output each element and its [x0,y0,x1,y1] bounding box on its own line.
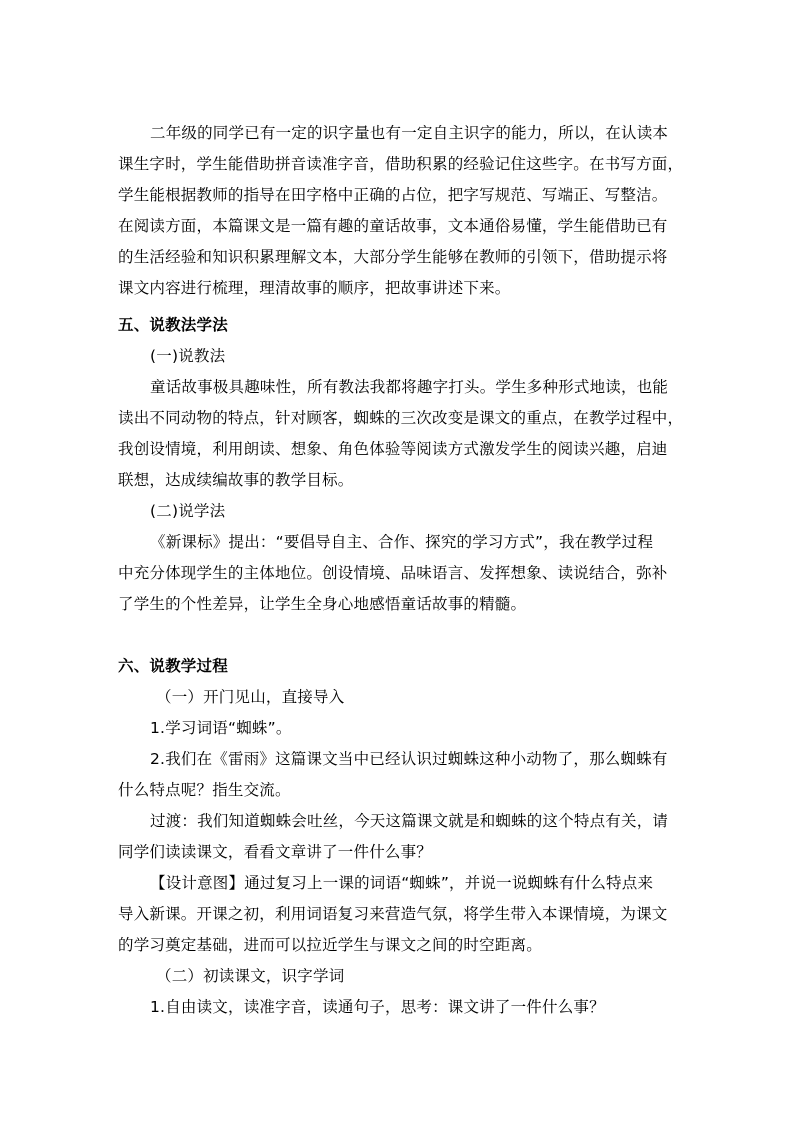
paragraph-line: 我创设情境，利用朗读、想象、角色体验等阅读方式激发学生的阅读兴趣，启迪 [118,440,668,458]
paragraph-line: 课生字时，学生能借助拼音读准字音，借助积累的经验记住这些字。在书写方面， [118,155,684,173]
section-teaching-methods [118,310,684,620]
step-title: （二）初读课文，识字学词 [156,967,345,985]
list-item: 什么特点呢？指生交流。 [118,781,291,799]
design-intent-line: 导入新课。开课之初，利用词语复习来营造气氛，将学生带入本课情境，为课文 [118,905,668,923]
paragraph-line: 了学生的个性差异，让学生全身心地感悟童话故事的精髓。 [118,595,527,613]
paragraph-line: 联想，达成续编故事的教学目标。 [118,471,354,489]
subsection-title: (一)说教法 [150,347,226,365]
paragraph-line: 的生活经验和知识积累理解文本，大部分学生能够在教师的引领下，借助提示将 [118,248,668,266]
transition-line: 同学们读读课文，看看文章讲了一件什么事？ [118,843,433,861]
paragraph-line: 《新课标》提出：“要倡导自主、合作、探究的学习方式”，我在教学过程 [150,533,654,551]
paragraph-line: 课文内容进行梳理，理清故事的顺序，把故事讲述下来。 [118,279,511,297]
paragraph-line: 学生能根据教师的指导在田字格中正确的占位，把字写规范、写端正、写整洁。 [118,186,668,204]
step-title: （一）开门见山，直接导入 [156,688,345,706]
paragraph-line: 童话故事极具趣味性，所有教法我都将趣字打头。学生多种形式地读，也能 [150,378,669,396]
transition-line: 过渡：我们知道蜘蛛会吐丝，今天这篇课文就是和蜘蛛的这个特点有关，请 [150,812,669,830]
subsection-title: (二)说学法 [150,502,226,520]
design-intent-line: 的学习奠定基础，进而可以拉近学生与课文之间的时空距离。 [118,936,542,954]
section-heading: 五、说教法学法 [118,316,228,334]
learner-analysis-paragraph [118,118,684,304]
paragraph-line: 读出不同动物的特点，针对顾客，蜘蛛的三次改变是课文的重点，在教学过程中， [118,409,684,427]
paragraph-line: 在阅读方面，本篇课文是一篇有趣的童话故事，文本通俗易懂，学生能借助已有 [118,217,668,235]
section-teaching-process [118,651,678,1023]
list-item: 1.自由读文，读准字音，读通句子，思考：课文讲了一件什么事？ [150,998,605,1016]
list-item: 2.我们在《雷雨》这篇课文当中已经认识过蜘蛛这种小动物了，那么蜘蛛有 [150,750,668,768]
section-heading: 六、说教学过程 [118,657,228,675]
paragraph-line: 中充分体现学生的主体地位。创设情境、品味语言、发挥想象、读说结合，弥补 [118,564,668,582]
design-intent-line: 【设计意图】通过复习上一课的词语“蜘蛛”，并说一说蜘蛛有什么特点来 [150,874,654,892]
paragraph-line: 二年级的同学已有一定的识字量也有一定自主识字的能力，所以，在认读本 [150,124,669,142]
list-item: 1.学习词语“蜘蛛”。 [150,719,292,737]
